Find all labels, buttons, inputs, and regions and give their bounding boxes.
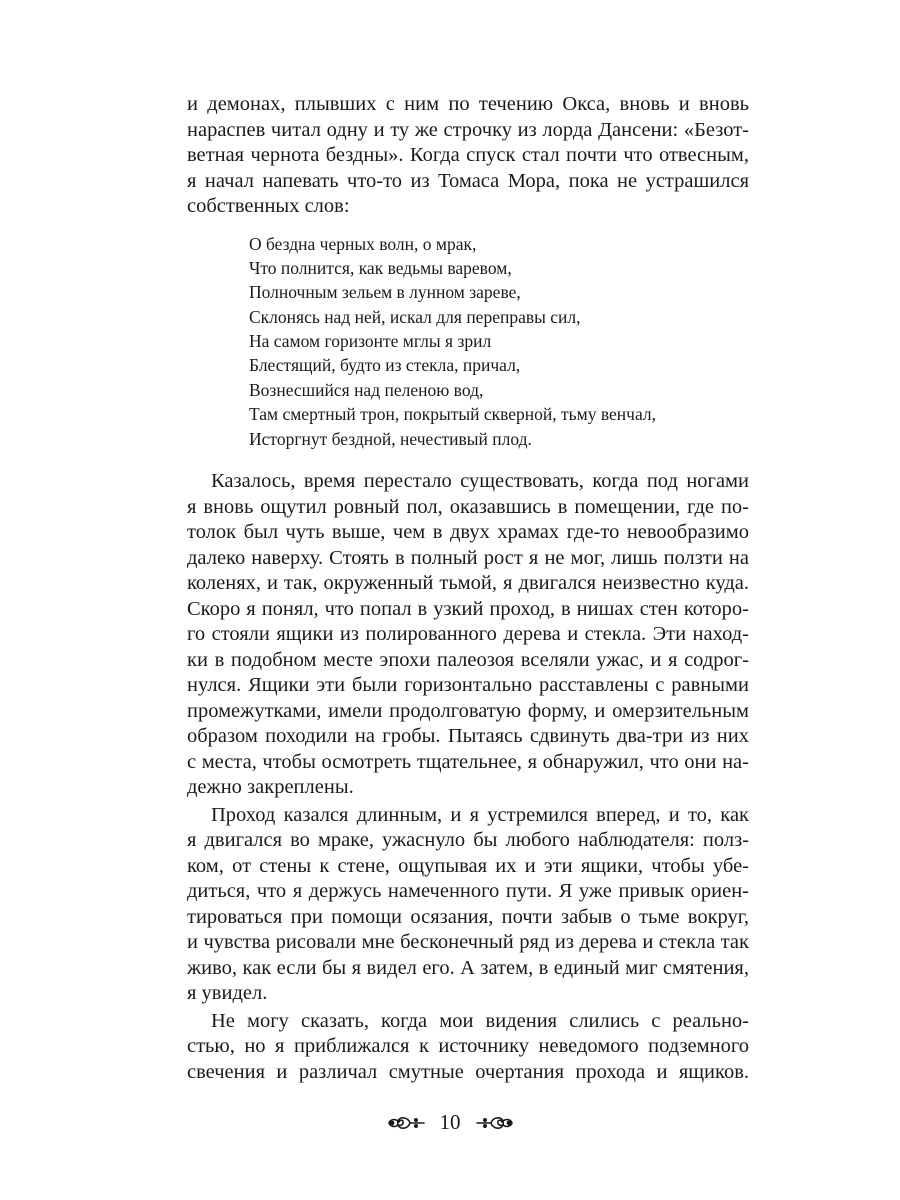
text-line: далеко наверху. Стоять в полный рост я не мог, лишь ползти на [187, 546, 749, 569]
verse-line: На самом горизонте мглы я зрил [249, 331, 492, 352]
text-line: Скоро я понял, что попал в узкий проход, в нишах стен которо- [187, 597, 749, 620]
text-line: я начал напевать что-то из Томаса Мора, пока не устрашился [187, 169, 749, 192]
text-line: я двигался во мраке, ужаснуло бы любого наблюдателя: полз- [187, 829, 749, 852]
text-line: Казалось, время перестало существовать, когда под ногами [211, 470, 749, 493]
text-line: с места, чтобы осмотреть тщательнее, я обнаружил, что они на- [187, 750, 749, 773]
text-line: го стояли ящики из полированного дерева и стекла. Эти наход- [187, 623, 749, 646]
ornament-right-icon [475, 1112, 515, 1134]
text-line: стью, но я приближался к источнику неведомого подземного [187, 1035, 749, 1058]
text-line: образом походили на гробы. Пытаясь сдвинуть два-три из них [187, 725, 749, 748]
text-line: я вновь ощутил ровный пол, оказавшись в помещении, где по- [187, 495, 749, 518]
text-line: Проход казался длинным, и я устремился вперед, и то, как [211, 803, 749, 826]
page-footer [0, 1110, 900, 1135]
page-body [187, 92, 749, 1085]
verse-line: О бездна черных волн, о мрак, [249, 233, 477, 254]
text-line: ком, от стены к стене, ощупывая их и эти ящики, чтобы убе- [187, 854, 749, 877]
text-line: нараспев читал одну и ту же строчку из лорда Дансени: «Безот- [187, 118, 749, 141]
text-line: живо, как если бы я видел его. А затем, в единый миг смятения, [187, 956, 749, 979]
ornament-left-icon [386, 1112, 426, 1134]
verse-line: Там смертный трон, покрытый скверной, тьму венчал, [249, 404, 656, 425]
verse-line: Склонясь над ней, искал для переправы сил, [249, 306, 581, 327]
text-line: и демонах, плывших с ним по течению Окса, вновь и вновь [187, 93, 749, 115]
paragraph [187, 1009, 749, 1086]
paragraph-intro [187, 92, 749, 220]
text-line: диться, что я держусь намеченного пути. Я уже привык ориен- [187, 880, 749, 903]
verse-line: Вознесшийся над пеленою вод, [249, 379, 484, 400]
text-line: ки в подобном месте эпохи палеозоя вселяли ужас, и я содрог- [187, 648, 749, 671]
verse-block [249, 232, 749, 452]
text-line: толок был чуть выше, чем в двух храмах где-то невообразимо [187, 521, 749, 544]
text-line: свечения и различал смутные очертания прохода и ящиков. [187, 1060, 749, 1083]
paragraph [187, 469, 749, 801]
text-line: ветная чернота бездны». Когда спуск стал почти что отвесным, [187, 144, 749, 166]
text-line: и чувства рисовали мне бесконечный ряд из дерева и стекла так [187, 931, 749, 954]
verse-line: Исторгнут бездной, нечестивый плод. [249, 428, 532, 449]
text-line: нулся. Ящики эти были горизонтально расставлены с равными [187, 674, 749, 697]
verse-line: Что полнится, как ведьмы варевом, [249, 257, 512, 278]
text-line: тироваться при помощи осязания, почти забыв о тьме вокруг, [187, 905, 749, 928]
verse-line: Полночным зельем в лунном зареве, [249, 282, 521, 303]
verse-line: Блестящий, будто из стекла, причал, [249, 355, 521, 376]
text-line: промежутками, имели продолговатую форму, и омерзительным [187, 699, 749, 722]
text-line: коленях, и так, окруженный тьмой, я двигался неизвестно куда. [187, 572, 749, 595]
text-line: собственных слов: [187, 195, 350, 217]
page-number: 10 [439, 1110, 461, 1134]
text-line: я увидел. [187, 982, 268, 1005]
text-line: дежно закреплены. [187, 776, 354, 799]
text-line: Не могу сказать, когда мои видения слились с реально- [211, 1009, 749, 1032]
paragraph [187, 803, 749, 1007]
